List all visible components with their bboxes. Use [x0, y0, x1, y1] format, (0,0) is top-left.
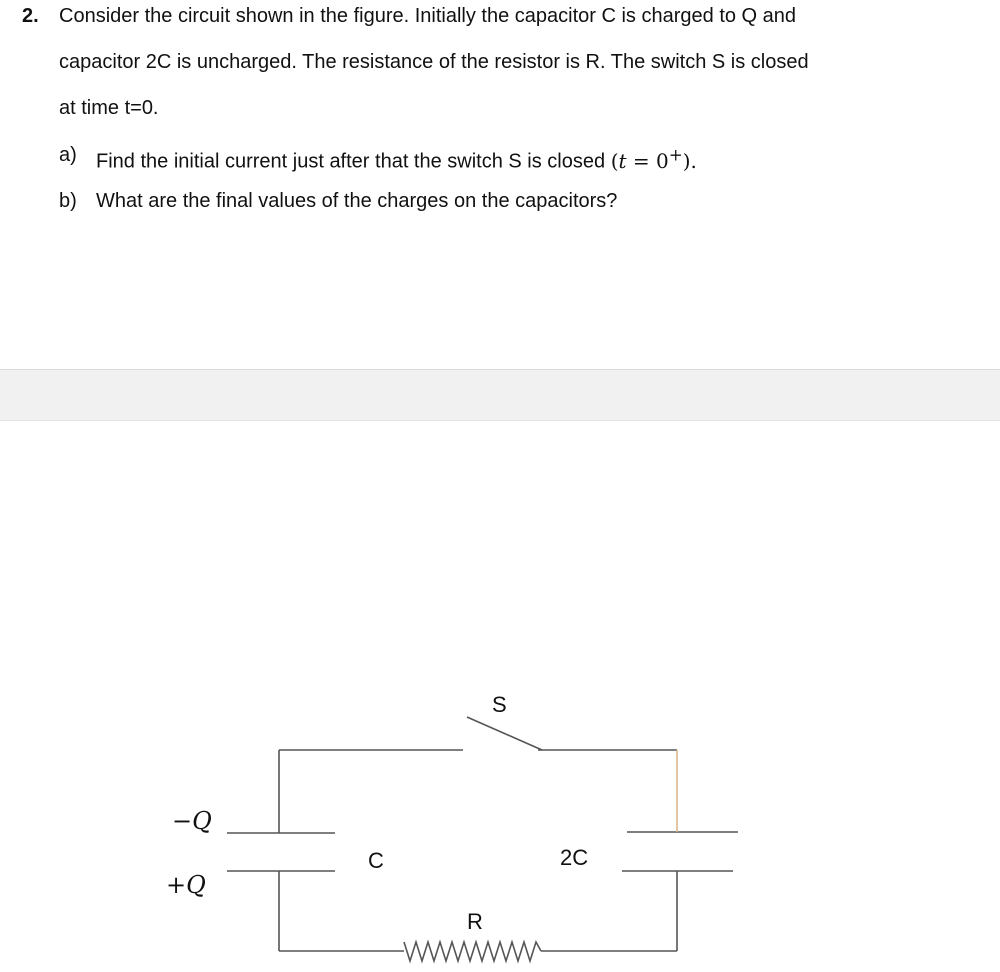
part-a-math-sup: + — [668, 145, 683, 164]
separator-band — [0, 369, 1000, 421]
part-b-letter: b) — [59, 190, 77, 212]
part-a-letter: a) — [59, 144, 77, 166]
capacitor-c-label: C — [368, 848, 384, 873]
capacitor-2c-label: 2C — [560, 845, 589, 870]
charge-minus-q-label: −Q — [172, 807, 212, 835]
part-a-text: Find the initial current just after that the switch S is closed — [96, 150, 611, 173]
stem-line-1: Consider the circuit shown in the figure. Initially the capacitor C is charged to Q and — [59, 5, 797, 27]
stem-line-2: capacitor 2C is uncharged. The resistance of the resistor is R. The switch S is closed — [59, 51, 809, 73]
circuit-figure — [0, 420, 1000, 972]
part-b-question: What are the final values of the charges on the capacitors? — [96, 190, 618, 212]
charge-plus-q-label: +Q — [166, 871, 206, 899]
part-a-question — [96, 141, 697, 176]
problem-number: 2. — [22, 5, 39, 27]
part-a-math — [610, 145, 697, 173]
part-a-math-var: t — [618, 148, 627, 173]
switch-label: S — [492, 692, 507, 717]
resistor-label: R — [467, 909, 483, 934]
problem-statement — [0, 0, 1000, 368]
part-a-math-close: ). — [682, 148, 697, 173]
stem-line-3: at time t=0. — [59, 97, 159, 119]
resistor-zigzag — [404, 942, 541, 961]
part-a-math-rest: = 0 — [626, 148, 669, 173]
switch-blade — [467, 717, 542, 750]
part-a-math-open: ( — [610, 148, 619, 173]
